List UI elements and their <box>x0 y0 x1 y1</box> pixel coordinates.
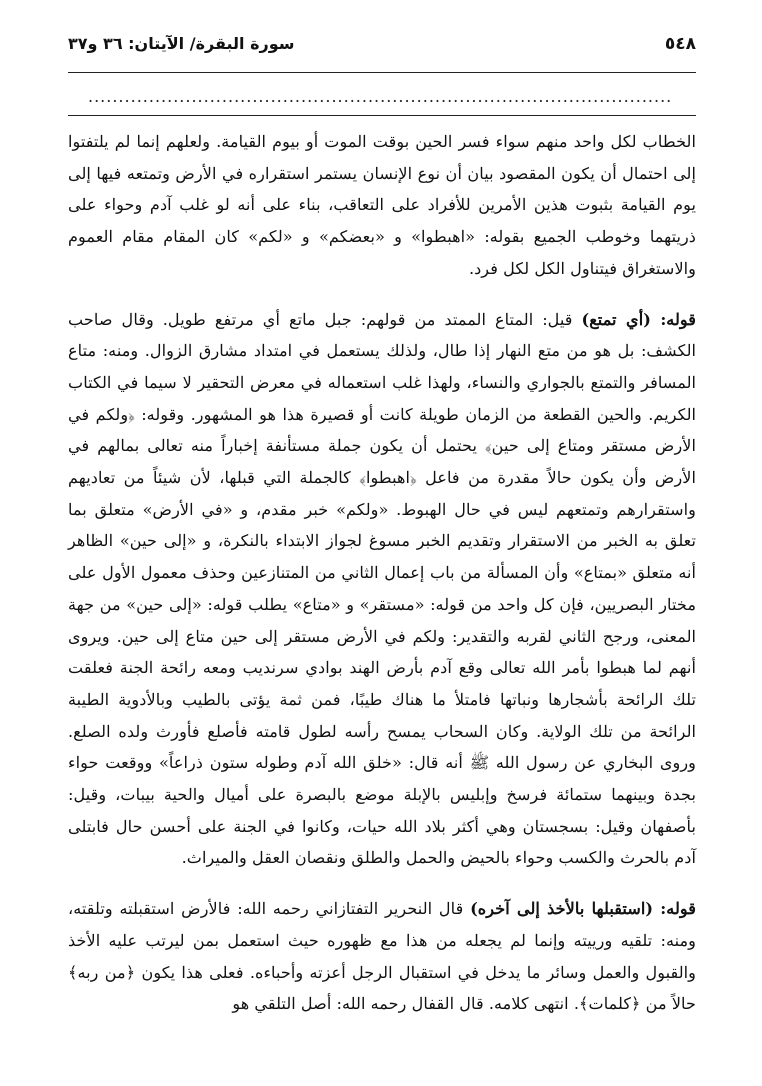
footnote-dotted-line: ................................................................................................ <box>88 87 673 103</box>
page-header <box>68 30 696 73</box>
paragraph-2 <box>68 304 696 875</box>
paragraph-3 <box>68 893 696 1020</box>
paragraph-lead: قوله: (أي تمتع) <box>581 309 697 329</box>
paragraph-text: الخطاب لكل واحد منهم سواء فسر الحين بوقت الموت أو بيوم القيامة. ولعلهم إنما لم يلتفتوا إلى احتمال أن يكون المقصود بيان أن نوع الإنسان يستمر استقراره في الأرض وتمتعه فيها إلى يوم القيامة بثبوت هذين الأمرين للأفراد على التعاقب، بناء على أنه لو غلب آدم وحواء على ذريتهما وخوطب الجميع بقوله: «اهبطوا» و «بعضكم» و «لكم» كان المقام مقام العموم والاستغراق فيتناول الكل لكل فرد. <box>68 132 696 278</box>
paragraph-1 <box>68 126 696 285</box>
paragraph-text: قال النحرير التفتازاني رحمه الله: فالأرض استقبلته وتلقته، ومنه: تلقيه ورييته وإنما لم يجعله من هذا مع ظهوره حيث استعمل بمن ليرتب عليه الأخذ والقبول والعمل وسائر ما يدخل في استقبال الرجل أعزته وأحباءه. فعلى هذا يكون ﴿من ربه﴾ حالاً من ﴿كلمات﴾. انتهى كلامه. قال القفال رحمه الله: أصل التلقي هو <box>68 899 696 1014</box>
page-number: ٥٤٨ <box>664 34 696 54</box>
running-title: سورة البقرة/ الآيتان: ٣٦ و٣٧ <box>68 34 295 53</box>
paragraph-text: قيل: المتاع الممتد من قولهم: جبل ماتع أي مرتفع طويل. وقال صاحب الكشف: بل هو من متع النهار إذا طال، ولذلك يستعمل في امتداد مشارق الزوال. ومنه: متاع المسافر والتمتع بالجواري والنساء، ولهذا غلب استعماله في معرض التحقير لا سيما في الكتاب الكريم. والحين القطعة من الزمان طويلة كانت أو قصيرة هذا هو المشهور. وقوله: ﴿ولكم في الأرض مستقر ومتاع إلى حين﴾ يحتمل أن يكون جملة مستأنفة إخباراً منه تعالى بمالهم في الأرض وأن يكون حالاً مقدرة من فاعل ﴿اهبطوا﴾ كالجملة التي قبلها، لأن شيئاً من تعاديهم واستقرارهم وتمتعهم ليس في حال الهبوط. «ولكم» خبر مقدم، و «في الأرض» متعلق بما تعلق به الخبر من الاستقرار وتقديم الخبر مسوغ لجواز الابتداء بالنكرة، و «إلى حين» الظاهر أنه متعلق «بمتاع» وأن المسألة من باب إعمال الثاني من المتنازعين وحذف معمول الأول على مختار البصريين، فإن كل واحد من قوله: «مستقر» و «متاع» يطلب قوله: «إلى حين» من جهة المعنى، ورجح الثاني لقربه والتقدير: ولكم في الأرض مستقر إلى حين متاع إلى حين. ويروى أنهم لما هبطوا بأمر الله تعالى وقع آدم بأرض الهند بوادي سرنديب ومعه رائحة الجنة فعلقت تلك الرائحة بأشجارها ونباتها فامتلأ ما هناك طيبًا، فمن ثمة يؤتى بالطيب وبالأدوية الطيبة الرائحة من تلك الولاية. وكان السحاب يمسح رأسه لطول قامته فأصلع فأورث ولده الصلع. وروى البخاري عن رسول الله ﷺ أنه قال: «خلق الله آدم وطوله ستون ذراعاً» ووقعت حواء بجدة وبينهما ستمائة فرسخ وإبليس بالإبلة موضع بالبصرة على أميال والحية بيبات، وقيل: بأصفهان وقيل: بسجستان وهي أكثر بلاد الله حيات، وكانوا في الجنة على أحسن حال فابتلى آدم بالحرث والكسب وحواء بالحيض والحمل والطلق ونقصان العقل والميراث. <box>68 309 696 868</box>
paragraph-lead: قوله: (استقبلها بالأخذ إلى آخره) <box>470 899 696 919</box>
page-body <box>68 126 696 1020</box>
separator-line <box>68 115 696 116</box>
